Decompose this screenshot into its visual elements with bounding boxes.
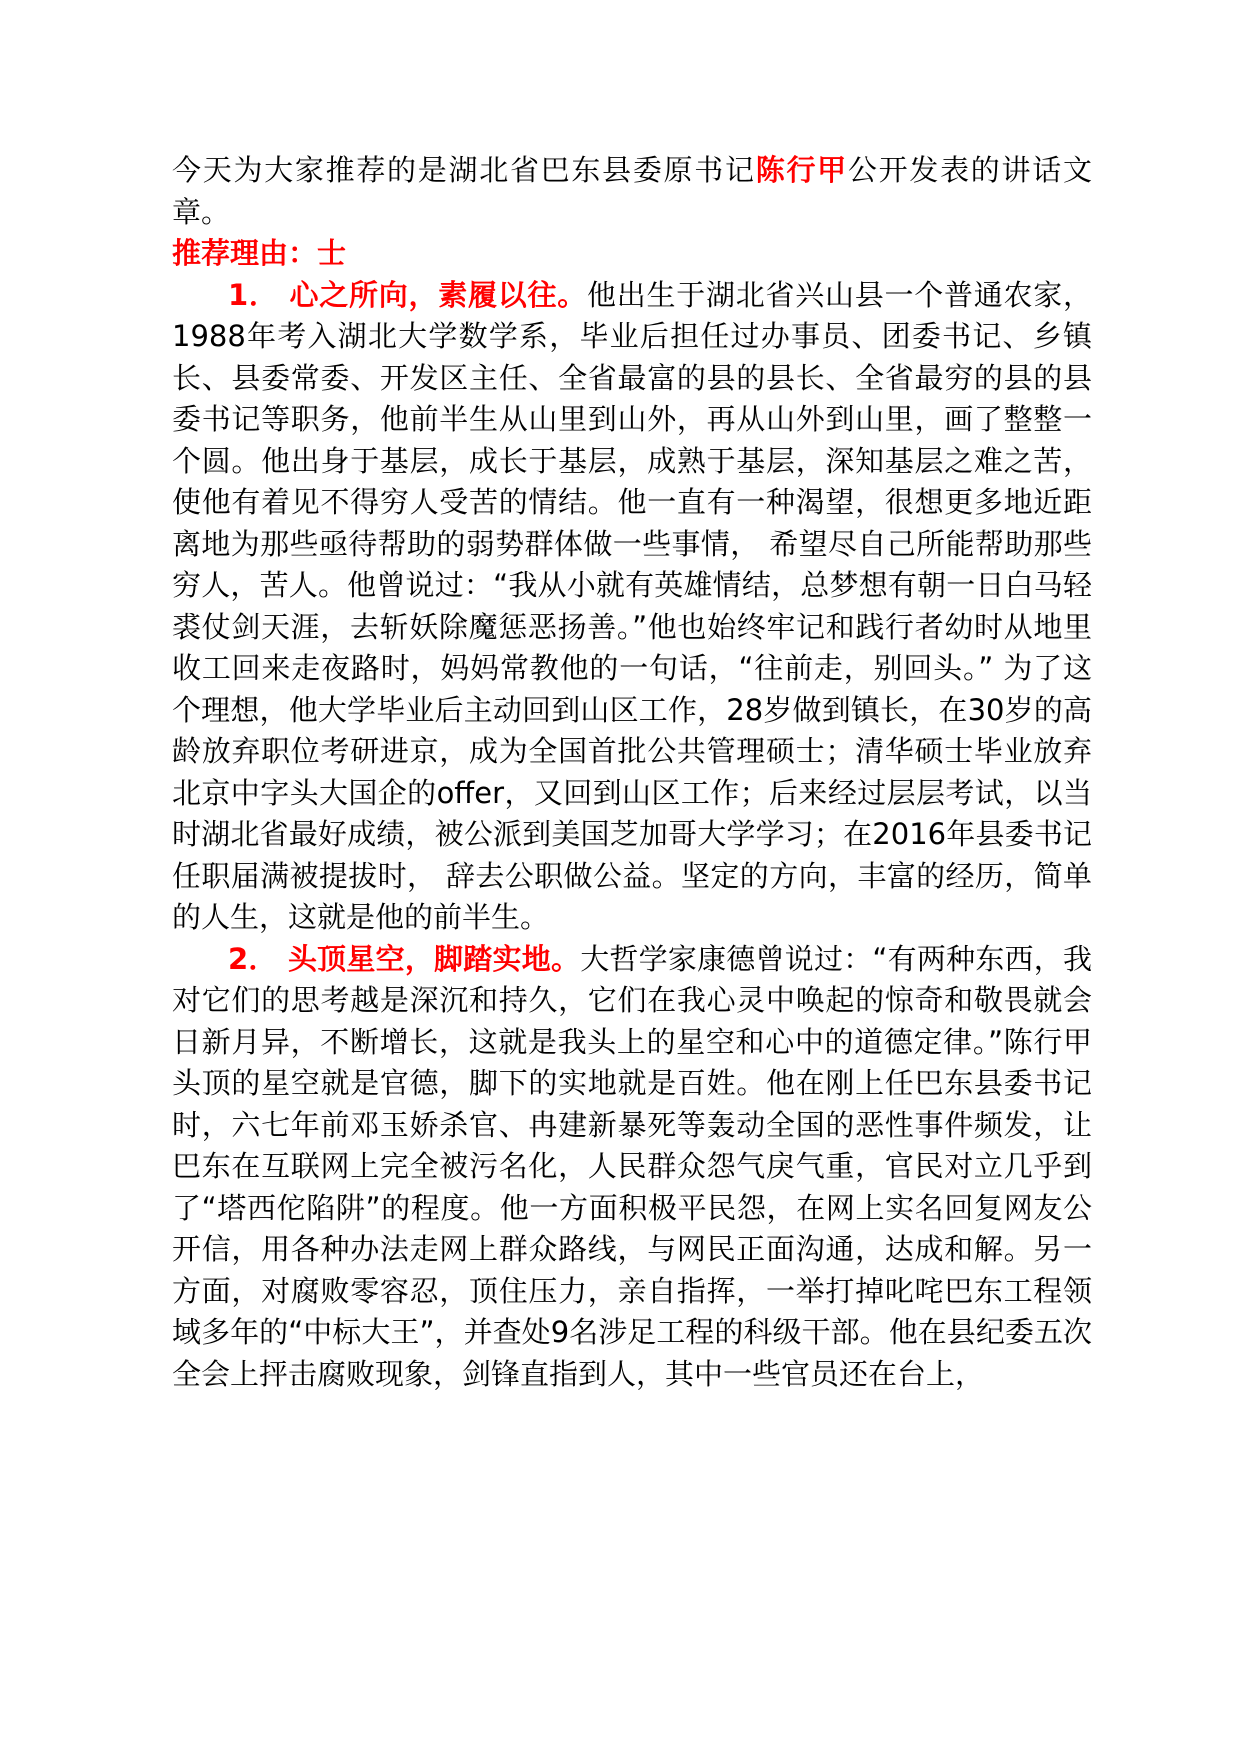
section-2-paragraph (172, 939, 1092, 1396)
reason-heading: 推荐理由：士 (172, 236, 347, 270)
section-1-body: 他出生于湖北省兴山县一个普通农家，1988年考入湖北大学数学系，毕业后担任过办事员、团委书记、乡镇长、县委常委、开发区主任、全省最富的县的县长、全省最穷的县的县委书记等职务，他前半生从山里到山外，再从山外到山里，画了整整一个圆。他出身于基层，成长于基层，成熟于基层，深知基层之难之苦，使他有着见不得穷人受苦的情结。他一直有一种渴望，很想更多地近距离地为那些亟待帮助的弱势群体做一些事情， 希望尽自己所能帮助那些穷人，苦人。他曾说过：“我从小就有英雄情结，总梦想有朝一日白马轻裘仗剑天涯，去斩妖除魔惩恶扬善。”他也始终牢记和践行者幼时从地里收工回来走夜路时，妈妈常教他的一句话，“往前走，别回头。” 为了这个理想，他大学毕业后主动回到山区工作，28岁做到镇长，在30岁的高龄放弃职位考研进京，成为全国首批公共管理硕士；清华硕士毕业放弃北京中字头大国企的offer，又回到山区工作；后来经过层层考试，以当时湖北省最好成绩，被公派到美国芝加哥大学学习；在2016年县委书记任职届满被提拔时， 辞去公职做公益。坚定的方向，丰富的经历，简单的人生，这就是他的前半生。 (172, 277, 1092, 934)
intro-text-before: 今天为大家推荐的是湖北省巴东县委原书记 (172, 153, 756, 187)
section-2-body: 大哲学家康德曾说过：“有两种东西，我对它们的思考越是深沉和持久，它们在我心灵中唤起的惊奇和敬畏就会日新月异，不断增长，这就是我头上的星空和心中的道德定律。”陈行甲头顶的星空就是官德，脚下的实地就是百姓。他在刚上任巴东县委书记时，六七年前邓玉娇杀官、冉建新暴死等轰动全国的恶性事件频发，让巴东在互联网上完全被污名化，人民群众怨气戾气重，官民对立几乎到了“塔西佗陷阱”的程度。他一方面积极平民怨，在网上实名回复网友公开信，用各种办法走网上群众路线，与网民正面沟通，达成和解。另一方面，对腐败零容忍，顶住压力，亲自指挥，一举打掉叱咤巴东工程领域多年的“中标大王”，并查处9名涉足工程的科级干部。他在县纪委五次全会上抨击腐败现象，剑锋直指到人，其中一些官员还在台上， (172, 941, 1093, 1391)
highlighted-name: 陈行甲 (755, 153, 848, 187)
article-body (172, 150, 1092, 1395)
section-1-heading: 1． 心之所向，素履以往。 (228, 277, 588, 312)
section-2-heading: 2． 头顶星空，脚踏实地。 (228, 941, 581, 976)
section-1-paragraph (172, 275, 1092, 939)
intro-text-after: 公开发表的讲话文章。 (172, 153, 1092, 229)
intro-paragraph (172, 150, 1092, 233)
